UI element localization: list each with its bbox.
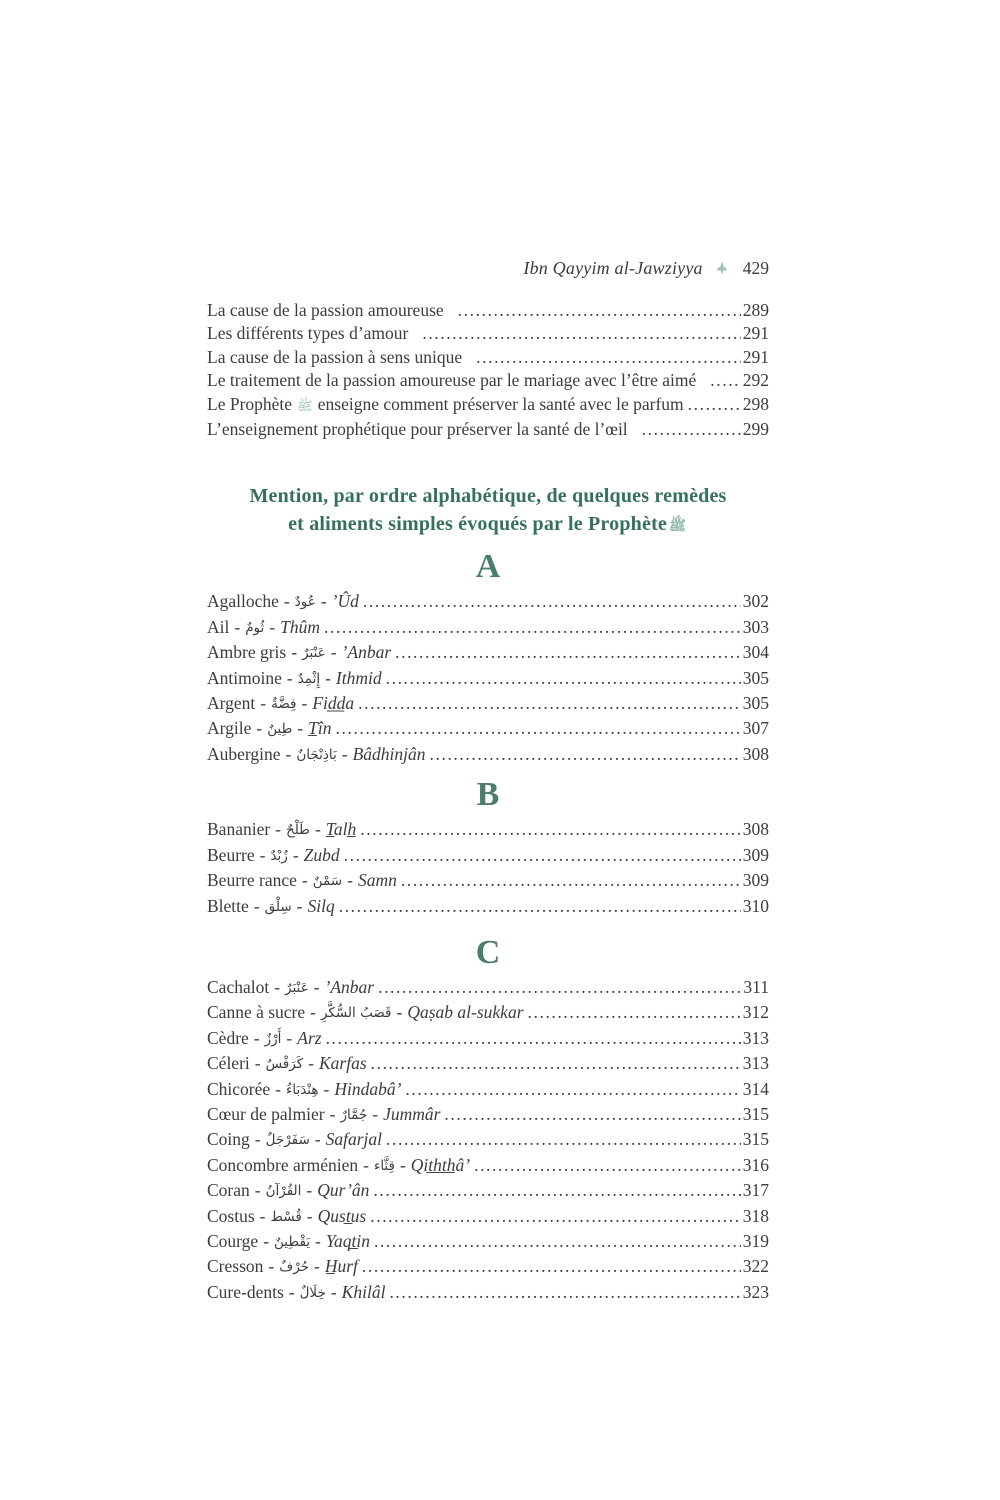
separator-dash: - — [263, 1230, 270, 1251]
entry-name: Costus — [207, 1205, 255, 1226]
index-entry-row — [207, 1027, 769, 1052]
toc-entry-row — [207, 346, 769, 369]
prophet-symbol: ﷺ — [669, 518, 686, 535]
entry-name: Argent — [207, 693, 256, 714]
dot-leader — [422, 322, 740, 345]
entry-name: Concombre arménien — [207, 1154, 359, 1175]
prophet-symbol: ﷺ — [297, 398, 313, 414]
entry-arabic-term: قُسْط — [270, 1208, 302, 1225]
toc-entry-text: Les différents types d’amour — [207, 323, 409, 344]
entry-transliteration: Jummâr — [383, 1103, 441, 1124]
entry-page-number: 303 — [742, 616, 769, 637]
entry-arabic-term: كَرَفْسٌ — [265, 1056, 304, 1073]
index-entry-row — [207, 641, 769, 666]
entry-arabic-term: سِلْق — [264, 898, 292, 915]
entry-transliteration: Safarjal — [325, 1129, 383, 1150]
entry-transliteration: Samn — [357, 870, 397, 891]
toc-entry-row — [207, 322, 769, 345]
dot-leader — [474, 1154, 741, 1177]
toc-list — [207, 299, 769, 441]
entry-arabic-term: إِثْمِدٌ — [297, 670, 321, 687]
dot-leader — [386, 667, 741, 690]
entry-page-number: 308 — [742, 743, 769, 764]
entry-name: Argile — [207, 718, 252, 739]
entry-transliteration: T̲alh̲ — [325, 819, 357, 840]
dot-leader — [374, 1230, 741, 1253]
entry-transliteration: Karfas — [318, 1053, 367, 1074]
dot-leader — [358, 692, 741, 715]
entry-name: Bananier — [207, 819, 271, 840]
separator-dash: - — [283, 591, 290, 612]
separator-dash: - — [396, 1002, 403, 1023]
separator-dash: - — [234, 616, 241, 637]
separator-dash: - — [330, 642, 337, 663]
toc-page-number: 291 — [742, 346, 769, 367]
entry-page-number: 322 — [742, 1256, 769, 1277]
entry-arabic-term: طِينٌ — [267, 721, 293, 738]
separator-dash: - — [313, 976, 320, 997]
folio-page-number: 429 — [742, 258, 769, 278]
toc-entry-text-after: enseigne comment préserver la santé avec le parfum — [317, 393, 684, 414]
index-entry-row — [207, 1128, 769, 1153]
entry-transliteration: Qur’ân — [317, 1180, 370, 1201]
entry-page-number: 308 — [742, 819, 769, 840]
separator-dash: - — [268, 1256, 275, 1277]
index-entry-row — [207, 616, 769, 641]
entry-page-number: 311 — [743, 976, 769, 997]
separator-dash: - — [254, 1129, 261, 1150]
entry-arabic-term: قِثَّاء — [373, 1157, 395, 1174]
toc-entry-text: La cause de la passion à sens unique — [207, 346, 463, 367]
separator-dash: - — [323, 1078, 330, 1099]
entry-page-number: 314 — [742, 1078, 769, 1099]
separator-dash: - — [372, 1103, 379, 1124]
running-title: Ibn Qayyim al-Jawziyya — [523, 258, 703, 278]
section-heading — [207, 482, 769, 540]
entry-arabic-term: عَنْبَرٌ — [302, 645, 326, 662]
separator-dash: - — [275, 819, 281, 840]
toc-entry-text: L’enseignement prophétique pour préserver la santé de l’œil — [207, 419, 628, 440]
entry-name: Canne à sucre — [207, 1002, 306, 1023]
separator-dash: - — [254, 1180, 261, 1201]
separator-dash: - — [310, 1002, 316, 1023]
separator-dash: - — [325, 667, 331, 688]
alphabet-letter-a: A — [475, 548, 501, 586]
entry-transliteration: Zubd — [303, 844, 340, 865]
toc-page-number: 298 — [742, 393, 769, 414]
entry-transliteration: Thûm — [280, 616, 320, 637]
entry-transliteration: Arz — [297, 1027, 322, 1048]
entry-page-number: 323 — [742, 1281, 769, 1302]
toc-entry-text: La cause de la passion amoureuse — [207, 300, 444, 320]
separator-dash: - — [320, 591, 327, 612]
entry-page-number: 309 — [742, 870, 769, 891]
entry-transliteration: Ithmid — [335, 667, 382, 688]
entry-page-number: 316 — [742, 1154, 769, 1175]
entry-page-number: 313 — [742, 1027, 769, 1048]
entry-arabic-term: طَلْحٌ — [286, 822, 310, 839]
entry-arabic-term: زُبْدٌ — [270, 847, 288, 864]
entry-arabic-term: عُودٌ — [294, 594, 316, 611]
separator-dash: - — [301, 870, 308, 891]
dot-leader — [395, 641, 741, 664]
entry-page-number: 315 — [742, 1129, 769, 1150]
entry-page-number: 318 — [742, 1205, 769, 1226]
dot-leader — [401, 869, 741, 892]
entry-name: Coran — [207, 1180, 250, 1201]
entry-transliteration: H̲urf — [324, 1256, 358, 1277]
index-entry-row — [207, 895, 769, 920]
index-entry-row — [207, 1078, 769, 1103]
entry-page-number: 315 — [742, 1103, 769, 1124]
toc-page-number: 291 — [742, 323, 769, 344]
dot-leader — [688, 393, 741, 416]
separator-dash: - — [306, 1205, 313, 1226]
entry-arabic-term: عَنْبَرٌ — [285, 979, 309, 996]
separator-dash: - — [275, 1078, 281, 1099]
entry-transliteration: ’Ûd — [331, 591, 359, 612]
toc-entry-row — [207, 369, 769, 392]
separator-dash: - — [253, 1027, 260, 1048]
separator-dash: - — [315, 1230, 321, 1251]
dot-leader — [430, 743, 741, 766]
separator-dash: - — [253, 895, 260, 916]
entry-page-number: 310 — [742, 895, 769, 916]
entry-name: Ambre gris — [207, 642, 287, 663]
entry-page-number: 312 — [742, 1002, 769, 1023]
toc-page-number: 289 — [742, 300, 769, 320]
dot-leader — [373, 1179, 740, 1202]
separator-dash: - — [291, 642, 298, 663]
dot-leader — [405, 1078, 740, 1101]
separator-dash: - — [341, 743, 348, 764]
entry-transliteration: ’Anbar — [341, 642, 392, 663]
entry-transliteration: Yaqt̲in — [325, 1230, 370, 1251]
dot-leader — [528, 1001, 741, 1024]
separator-dash: - — [347, 870, 353, 891]
entry-name: Cœur de palmier — [207, 1103, 325, 1124]
dot-leader — [362, 1255, 741, 1278]
separator-dash: - — [292, 844, 299, 865]
entry-transliteration: Qust̲us — [317, 1205, 367, 1226]
entry-name: Coing — [207, 1129, 250, 1150]
separator-dash: - — [296, 895, 303, 916]
entry-transliteration: Hindabâ’ — [334, 1078, 402, 1099]
section-heading-line1: Mention, par ordre alphabétique, de quelques remèdes — [249, 485, 727, 508]
entry-arabic-term: هِنْدَبَاءُ — [286, 1081, 319, 1098]
separator-dash: - — [308, 1053, 314, 1074]
index-entry-row — [207, 743, 769, 768]
entry-name: Aubergine — [207, 743, 281, 764]
entry-transliteration: Qit̲h̲t̲h̲â’ — [410, 1154, 471, 1175]
separator-dash: - — [286, 667, 293, 688]
entry-arabic-term: ثُومٌ — [245, 619, 265, 636]
toc-entry-text: Le Prophète — [207, 393, 293, 414]
index-entry-row — [207, 869, 769, 894]
entry-transliteration: T̲în — [308, 718, 332, 739]
separator-dash: - — [288, 1281, 295, 1302]
dot-leader — [339, 895, 741, 918]
entry-transliteration: Khilâl — [341, 1281, 386, 1302]
toc-page-number: 299 — [742, 419, 769, 440]
separator-dash: - — [399, 1154, 406, 1175]
separator-dash: - — [314, 1256, 320, 1277]
separator-dash: - — [314, 819, 321, 840]
separator-dash: - — [301, 693, 308, 714]
dot-leader — [378, 976, 741, 999]
entry-arabic-term: حُرْفٌ — [279, 1259, 310, 1276]
toc-page-number: 292 — [742, 370, 769, 391]
dot-leader — [326, 1027, 741, 1050]
entry-page-number: 305 — [742, 667, 769, 688]
entry-name: Céleri — [207, 1053, 250, 1074]
index-entry-row — [207, 818, 769, 843]
separator-dash: - — [256, 718, 263, 739]
index-entry-row — [207, 717, 769, 742]
entry-arabic-term: قَصَبُ السُّكَّرِ — [320, 1005, 392, 1022]
dot-leader — [371, 1052, 741, 1075]
index-entry-row — [207, 844, 769, 869]
entry-name: Courge — [207, 1230, 259, 1251]
entry-name: Chicorée — [207, 1078, 271, 1099]
page-header — [207, 257, 769, 279]
dot-leader — [389, 1281, 740, 1304]
entry-arabic-term: فِضَّةٌ — [271, 696, 297, 713]
entry-transliteration: ’Anbar — [324, 976, 375, 997]
page-content — [207, 257, 769, 1306]
separator-dash: - — [259, 1205, 266, 1226]
dot-leader — [386, 1128, 741, 1151]
entry-name: Beurre — [207, 844, 255, 865]
entry-name: Beurre rance — [207, 870, 297, 891]
toc-entry-text: Le traitement de la passion amoureuse par le mariage avec l’être aimé — [207, 370, 697, 391]
dot-leader — [363, 590, 741, 613]
index-entry-row — [207, 1205, 769, 1230]
entry-page-number: 317 — [742, 1180, 769, 1201]
index-entry-row — [207, 1052, 769, 1077]
separator-dash: - — [306, 1180, 313, 1201]
section-a-entries — [207, 590, 769, 768]
dot-leader — [370, 1205, 741, 1228]
entry-arabic-term: جُمَّارٌ — [340, 1106, 368, 1123]
separator-dash: - — [269, 616, 276, 637]
index-entry-row — [207, 1103, 769, 1128]
dot-leader — [642, 418, 741, 441]
entry-page-number: 319 — [742, 1230, 769, 1251]
dot-leader — [324, 616, 741, 639]
separator-dash: - — [259, 844, 266, 865]
entry-page-number: 302 — [742, 591, 769, 612]
toc-entry-row — [207, 299, 769, 322]
entry-arabic-term: سَمْنٌ — [312, 873, 343, 890]
entry-name: Ail — [207, 616, 230, 637]
entry-arabic-term: القُرْآنُ — [265, 1183, 302, 1200]
entry-arabic-term: يَقْطِينٌ — [274, 1233, 311, 1250]
dot-leader — [360, 818, 740, 841]
dot-leader — [458, 299, 741, 322]
index-entry-row — [207, 976, 769, 1001]
entry-name: Cresson — [207, 1256, 264, 1277]
separator-dash: - — [314, 1129, 321, 1150]
separator-dash: - — [285, 743, 292, 764]
separator-dash: - — [329, 1103, 336, 1124]
dot-leader — [336, 717, 741, 740]
index-entry-row — [207, 590, 769, 615]
index-entry-row — [207, 1179, 769, 1204]
entry-page-number: 304 — [742, 642, 769, 663]
entry-name: Blette — [207, 895, 249, 916]
entry-transliteration: Fid̲d̲a — [312, 693, 355, 714]
index-entry-row — [207, 1255, 769, 1280]
index-entry-row — [207, 667, 769, 692]
entry-page-number: 313 — [742, 1053, 769, 1074]
dot-leader — [476, 346, 741, 369]
separator-dash: - — [274, 976, 281, 997]
section-b-entries — [207, 818, 769, 920]
entry-page-number: 307 — [742, 718, 769, 739]
entry-page-number: 309 — [742, 844, 769, 865]
separator-dash: - — [363, 1154, 369, 1175]
dot-leader — [444, 1103, 740, 1126]
dot-leader — [344, 844, 741, 867]
section-heading-line2-text: et aliments simples évoqués par le Prophète — [288, 513, 668, 536]
index-entry-row — [207, 1154, 769, 1179]
entry-transliteration: Qaṣab al-sukkar — [407, 1002, 524, 1023]
entry-arabic-term: بَاذِنْجَانٌ — [296, 746, 337, 763]
section-heading-line2 — [207, 510, 769, 540]
alphabet-letter-b: B — [476, 776, 500, 814]
section-c-entries — [207, 976, 769, 1306]
entry-arabic-term: أَرْزٌ — [264, 1030, 282, 1047]
entry-arabic-term: خِلَالٌ — [299, 1284, 326, 1301]
entry-page-number: 305 — [742, 693, 769, 714]
entry-transliteration: Bâdhinjân — [352, 743, 426, 764]
dot-leader — [710, 369, 740, 392]
entry-name: Cèdre — [207, 1027, 249, 1048]
toc-entry-row — [207, 393, 769, 418]
entry-name: Antimoine — [207, 667, 282, 688]
separator-dash: - — [254, 1053, 261, 1074]
index-entry-row — [207, 1001, 769, 1026]
fleuron-leaf-icon — [716, 261, 728, 276]
entry-name: Cure-dents — [207, 1281, 284, 1302]
entry-transliteration: Silq — [307, 895, 335, 916]
index-entry-row — [207, 1281, 769, 1306]
alphabet-letter-c: C — [475, 933, 501, 971]
entry-name: Cachalot — [207, 976, 270, 997]
separator-dash: - — [297, 718, 304, 739]
entry-name: Agalloche — [207, 591, 279, 612]
toc-entry-row — [207, 418, 769, 441]
index-entry-row — [207, 692, 769, 717]
separator-dash: - — [260, 693, 267, 714]
separator-dash: - — [286, 1027, 293, 1048]
index-entry-row — [207, 1230, 769, 1255]
separator-dash: - — [330, 1281, 337, 1302]
entry-arabic-term: سَفَرْجَلٌ — [265, 1132, 310, 1149]
